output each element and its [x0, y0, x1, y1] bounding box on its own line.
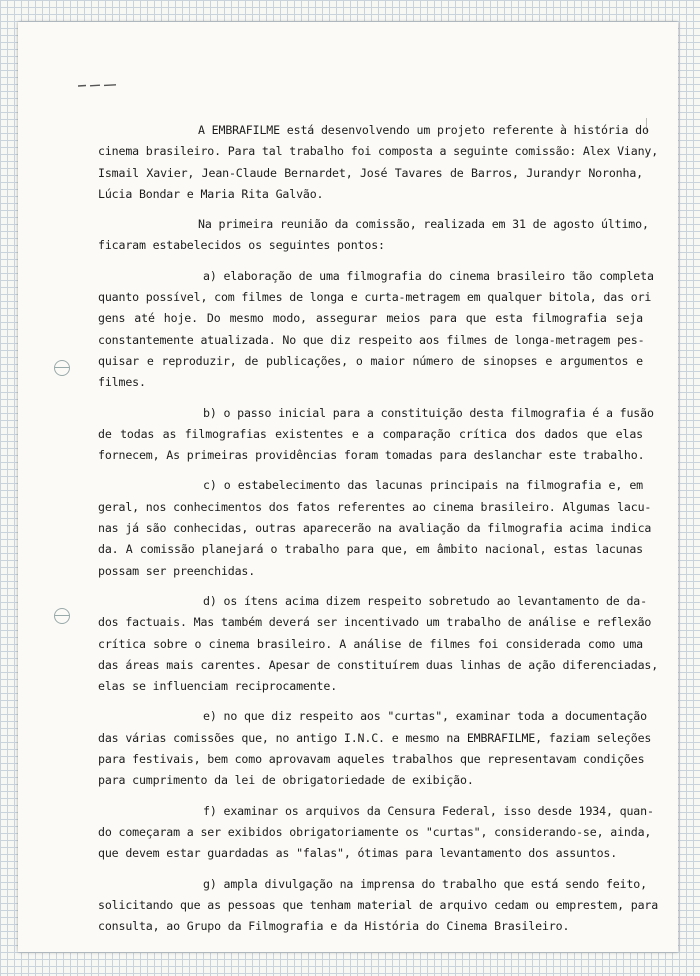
punch-hole-upper	[54, 360, 70, 376]
text-line: que devem estar guardadas as "falas", ótimas para levantamento dos assuntos.	[98, 846, 618, 861]
text-line: d) os ítens acima dizem respeito sobretudo ao levantamento de da-	[203, 593, 647, 608]
text-line: c) o estabelecimento das lacunas principais na filmografia e, em	[203, 478, 643, 493]
text-line: g) ampla divulgação na imprensa do trabalho que está sendo feito,	[203, 876, 647, 891]
text-line: f) examinar os arquivos da Censura Federal, isso desde 1934, quan-	[203, 803, 654, 818]
text-line: para festivais, bem como aprovavam aqueles trabalhos que representavam condições	[98, 752, 645, 767]
text-line: possam ser preenchidas.	[98, 563, 256, 578]
paragraph	[98, 403, 654, 467]
text-line: crítica sobre o cinema brasileiro. A análise de filmes foi considerada como uma	[98, 636, 643, 651]
text-line: Na primeira reunião da comissão, realizada em 31 de agosto último,	[198, 217, 649, 232]
text-line: elas se influenciam reciprocamente.	[98, 679, 338, 694]
text-line: das áreas mais carentes. Apesar de constituírem duas linhas de ação diferenciadas,	[98, 657, 659, 672]
text-line: ficaram estabelecidos os seguintes pontos:	[98, 238, 385, 253]
paragraph	[98, 591, 659, 697]
text-line: quisar e reproduzir, de publicações, o maior número de sinopses e argumentos e	[98, 353, 643, 368]
text-line: das várias comissões que, no antigo I.N.C. e mesmo na EMBRAFILME, faziam seleções	[98, 730, 652, 745]
text-line: Lúcia Bondar e Maria Rita Galvão.	[98, 186, 324, 201]
paragraph	[98, 214, 649, 257]
text-line: dos factuais. Mas também deverá ser incentivado um trabalho de análise e reflexão	[98, 615, 652, 630]
text-line: da. A comissão planejará o trabalho para que, em âmbito nacional, estas lacunas	[98, 542, 643, 557]
text-line: constantemente atualizada. No que diz respeito aos filmes de longa-metragem pes-	[98, 332, 645, 347]
text-line: gens até hoje. Do mesmo modo, assegurar meios para que esta filmografia seja	[98, 311, 643, 326]
text-line: nas já são conhecidas, outras aparecerão na avaliação da filmografia acima indica	[98, 521, 652, 536]
text-line: fornecem, As primeiras providências foram tomadas para deslanchar este trabalho.	[98, 448, 645, 463]
text-line: de todas as filmografias existentes e a comparação crítica dos dados que elas	[98, 426, 643, 441]
paragraph	[98, 874, 659, 938]
text-line: Ismail Xavier, Jean-Claude Bernardet, José Tavares de Barros, Jurandyr Noronha,	[98, 165, 643, 180]
text-line: consulta, ao Grupo da Filmografia e da História do Cinema Brasileiro.	[98, 919, 570, 934]
text-line: e) no que diz respeito aos "curtas", examinar toda a documentação	[203, 709, 647, 724]
paragraph	[98, 120, 659, 205]
text-line: A EMBRAFILME está desenvolvendo um projeto referente à história do	[198, 123, 649, 137]
pen-mark	[78, 84, 116, 87]
text-line: solicitando que as pessoas que tenham material de arquivo cedam ou emprestem, para	[98, 897, 659, 912]
text-line: a) elaboração de uma filmografia do cinema brasileiro tão completa	[203, 268, 654, 283]
text-line: filmes.	[98, 375, 146, 390]
text-line: do começaram a ser exibidos obrigatoriamente os "curtas", considerando-se, ainda,	[98, 824, 652, 839]
text-line: cinema brasileiro. Para tal trabalho foi composta a seguinte comissão: Alex Viany,	[98, 144, 659, 159]
text-line: b) o passo inicial para a constituição desta filmografia é a fusão	[203, 405, 654, 420]
paragraph	[98, 706, 652, 791]
paragraph	[98, 266, 654, 394]
document-text	[98, 120, 659, 937]
text-line: geral, nos conhecimentos dos fatos referentes ao cinema brasileiro. Algumas lacu-	[98, 499, 652, 514]
paragraph	[98, 801, 654, 865]
punch-hole-lower	[54, 608, 70, 624]
text-line: quanto possível, com filmes de longa e curta-metragem em qualquer bitola, das ori	[98, 290, 652, 305]
paragraph	[98, 475, 652, 581]
text-line: para cumprimento da lei de obrigatoriedade de exibição.	[98, 773, 474, 788]
